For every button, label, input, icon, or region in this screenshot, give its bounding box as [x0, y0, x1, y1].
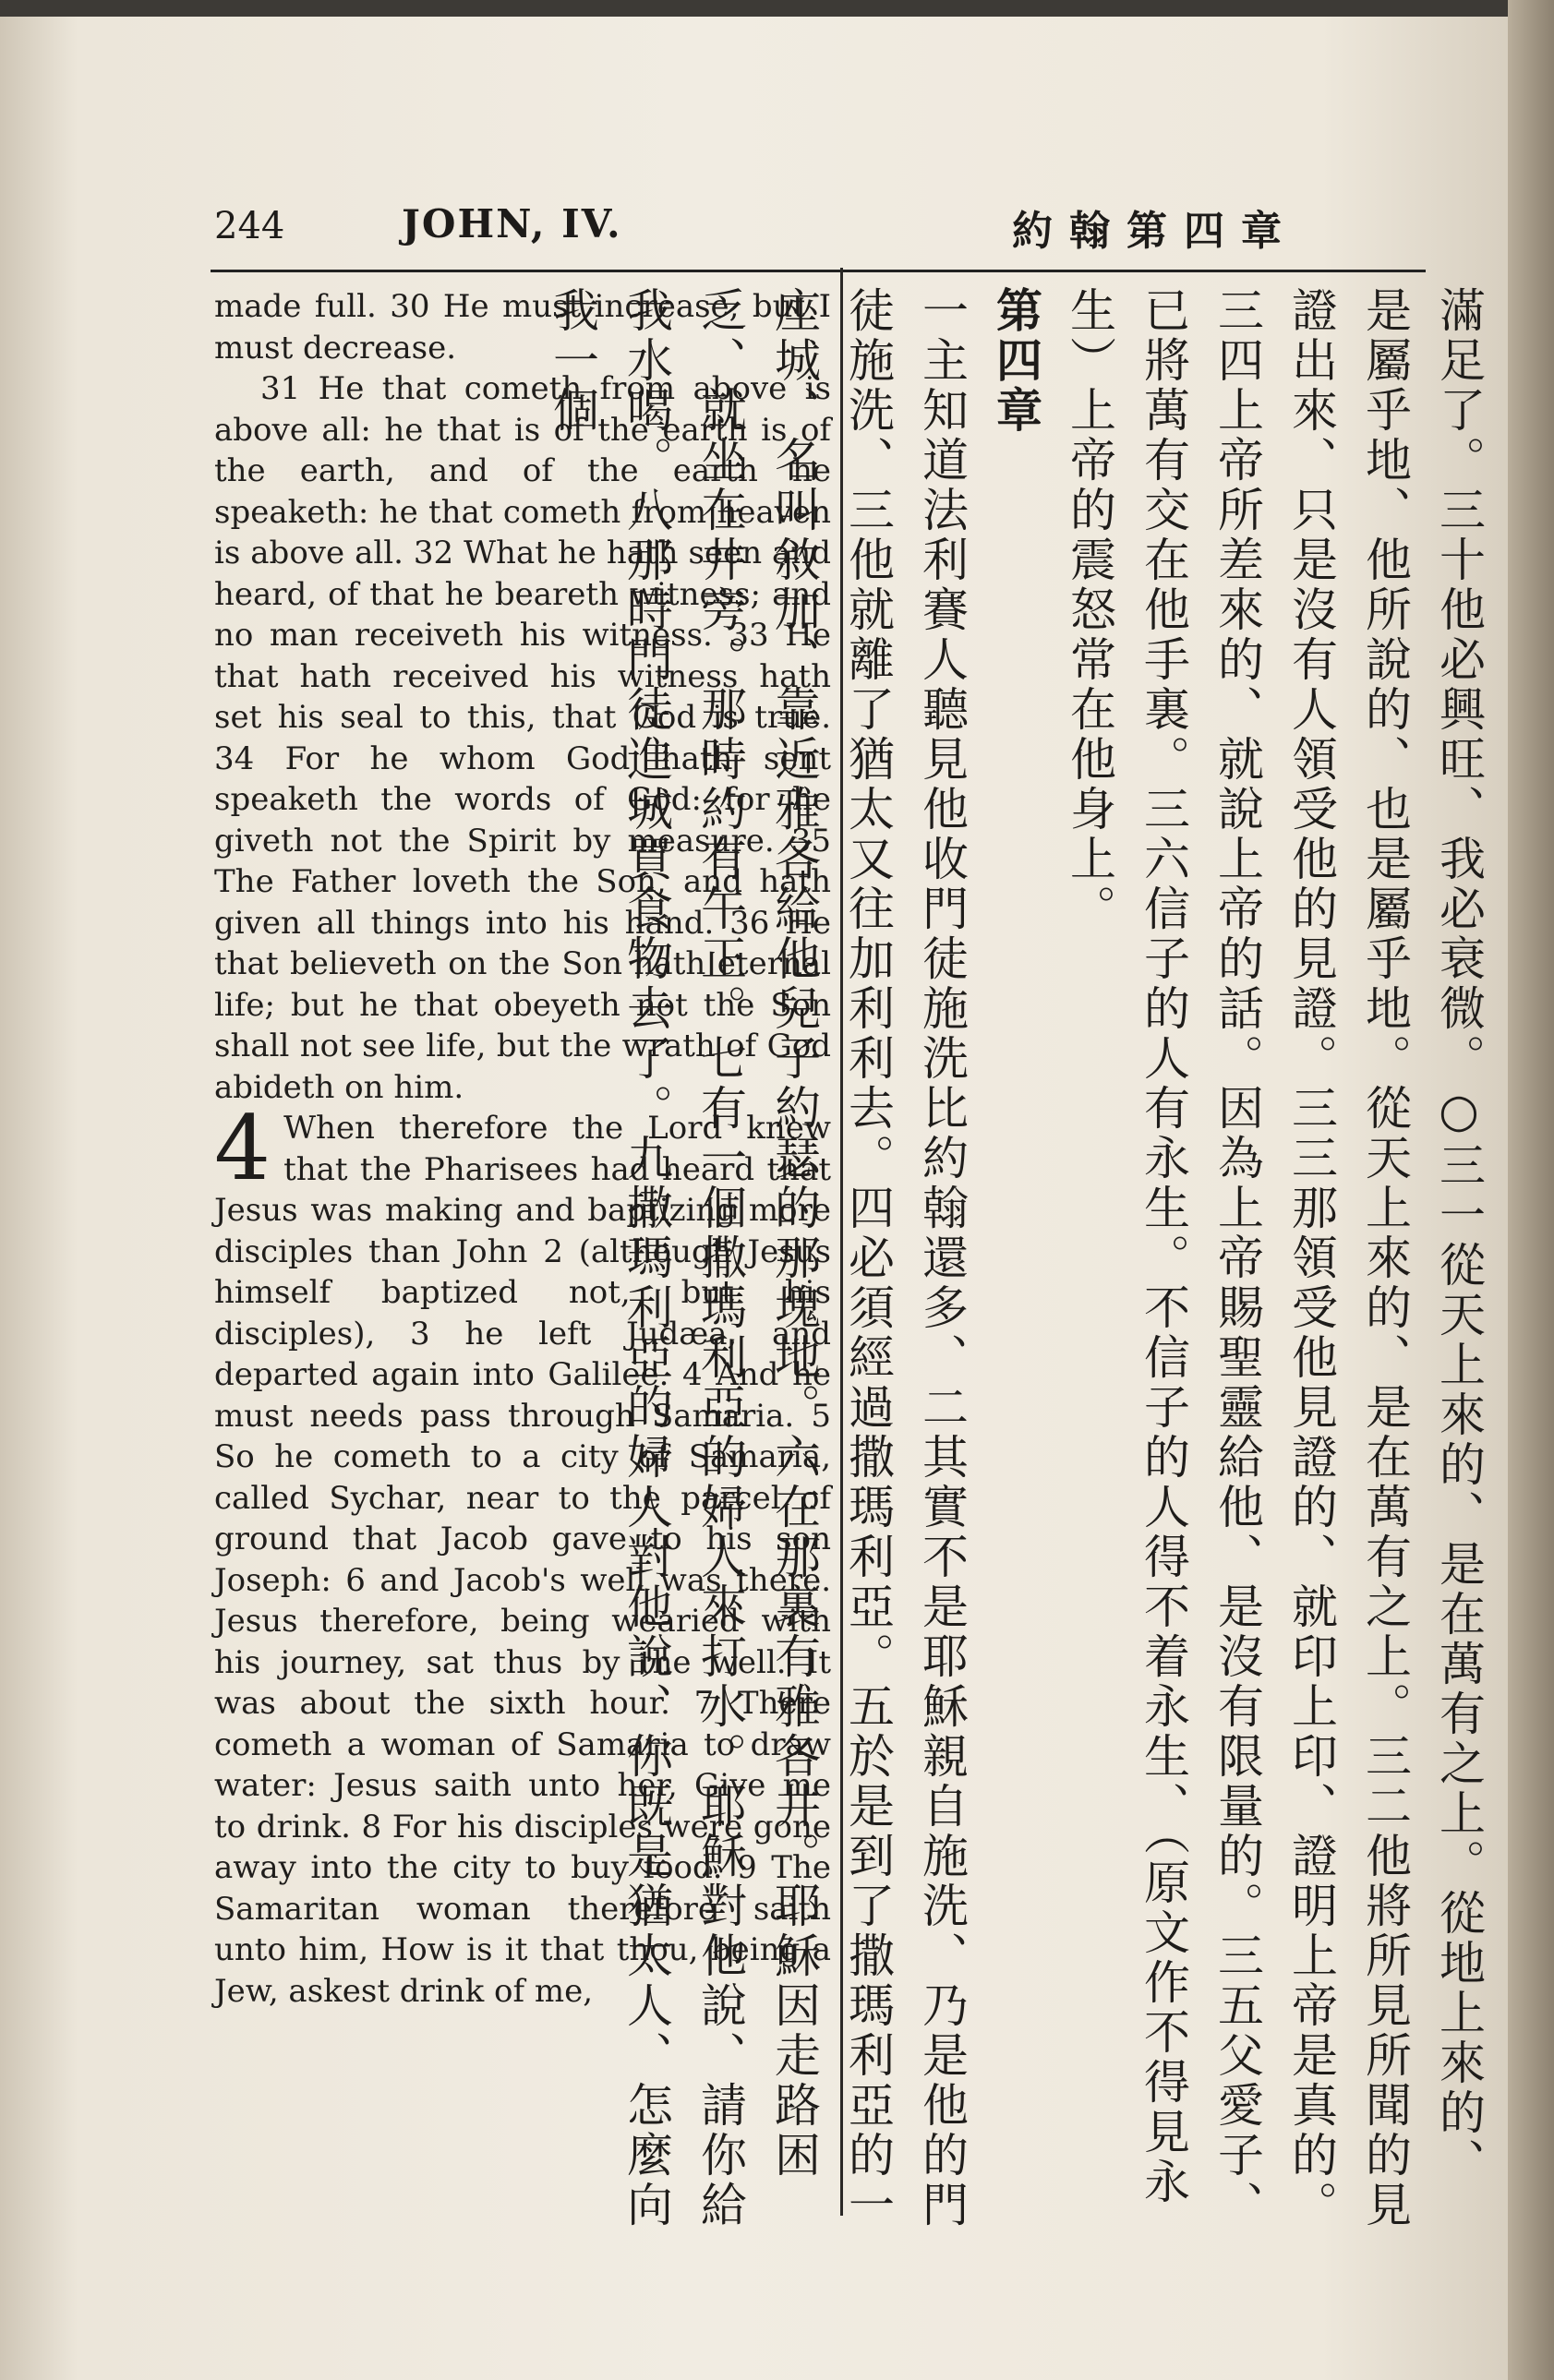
- page-number: 244: [214, 205, 285, 247]
- english-paragraph-1: made full. 30 He must increase, but I must decrease.: [214, 288, 831, 367]
- chinese-text-1: 滿足了。三十他必興旺、我必衰微。○三一從天上來的、是在萬有之上。從地上來的、是屬乎地、他所說的、也是屬乎地。從天上來的、是在萬有之上。三二他將所見所聞的見證出來、只是沒有人領受他的見證。三三那領受他見證的、就印上印、證明上帝是真的。三四上帝所差來的、就說上帝的話。因為上帝賜聖靈給他、是沒有限量的。三五父愛子、已將萬有交在他手裏。三六信子的人有永生。不信子的人得不着永生、（原文作不得見永生）上帝的震怒常在他身上。: [1063, 286, 1486, 2230]
- chinese-text-2: 一主知道法利賽人聽見他收門徒施洗比約翰還多、二其實不是耶穌親自施洗、乃是他的門徒施洗、三他就離了猶太又往加利利去。四必須經過撒瑪利亞。五於是到了撒瑪利亞的一座城、名叫敘加、靠近雅各給他兒子約瑟的那塊地。六在那裏有雅各井。耶穌因走路困乏、就坐在井旁。那時約有午正。七有一個撒瑪利亞的婦人來打水。耶穌對他說、請你給我水喝。八那時門徒進城買食物去了。九撒瑪利亞的婦人對他說、你既是猶太人、怎麼向我一個: [546, 286, 969, 2230]
- chinese-column: [546, 286, 1496, 2234]
- book-title: JOHN, IV.: [402, 201, 622, 246]
- english-paragraph-3: When therefore the Lord knew that the Pharisees had heard that Jesus was making and baptizing more disciples than John 2 (although Jesus himself baptized not, but his disciples), 3 he left Judæa, and departed again into Galilee. 4 And he must needs pass through Samaria. 5 So he cometh to a city of Samaria, called Sychar, near to the parcel of ground that Jacob gave to his son Joseph: 6 and Jacob's well was there. Jesus therefore, being wearied with his journey, sat thus by the well. It was about the sixth hour. 7 There cometh a woman of Samaria to draw water: Jesus saith unto her, Give me to drink. 8 For his disciples were gone away into the city to buy food. 9 The Samaritan woman therefore saith unto him, How is it that thou, being a Jew, askest drink of me,: [214, 1110, 831, 2010]
- page-header: [0, 0, 1554, 277]
- chinese-chapter-heading: 第四章: [989, 286, 1042, 436]
- header-rule: [211, 270, 1426, 272]
- chapter-numeral: 4: [214, 1097, 271, 1200]
- page-edge: [1508, 0, 1554, 2380]
- english-paragraph-2: 31 He that cometh from above is above all: he that is of the earth is of the earth, and of the earth he speaketh: he that cometh from heaven is above all. 32 What he hath seen and heard, of that he beareth witness; and no man receiveth his witness. 33 He that hath received his witness hath set his seal to this, that God is true. 34 For he whom God hath sent speaketh the words of God: for he giveth not the Spirit by measure. 35 The Father loveth the Son, and hath given all things into his hand. 36 He that believeth on the Son hath eternal life; but he that obeyeth not the Son shall not see life, but the wrath of God abideth on him.: [214, 370, 831, 1106]
- chinese-book-title: 約翰第四章: [1012, 208, 1298, 255]
